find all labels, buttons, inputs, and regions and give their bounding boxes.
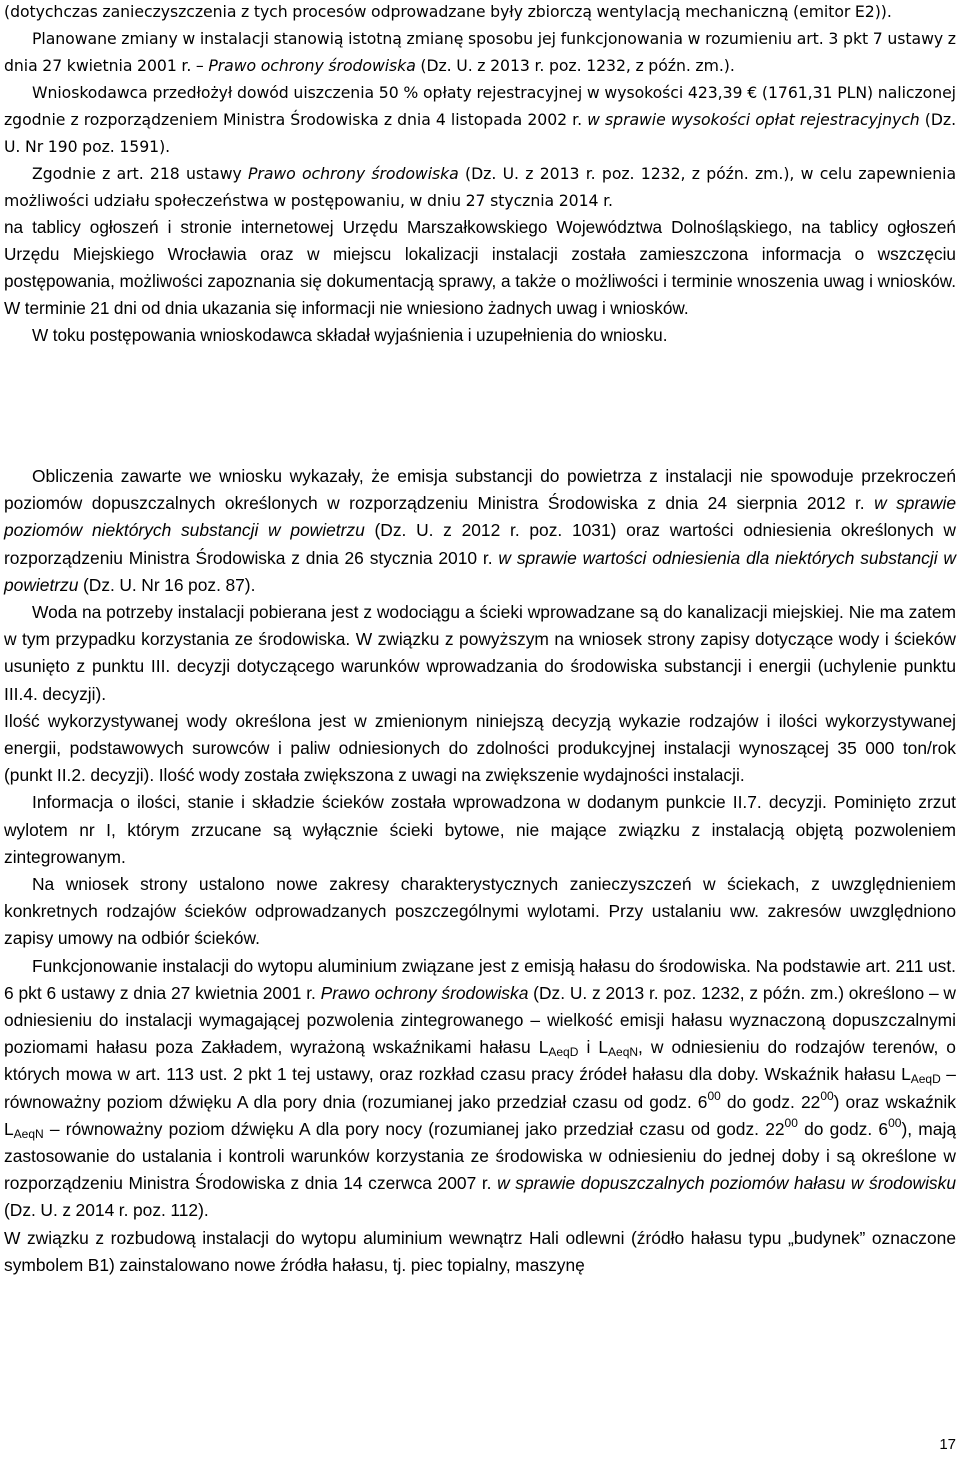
- paragraph-s1p6: W toku postępowania wnioskodawca składał wyjaśnienia i uzupełnienia do wniosku.: [32, 325, 668, 345]
- paragraph-s1p4: Zgodnie z art. 218 ustawy Prawo ochrony środowiska (Dz. U. z 2013 r. poz. 1232, z późn. zm.), w celu zapewnienia możliwości udziału społeczeństwa w postępowaniu, w dniu 27 stycznia 2014 r.: [4, 164, 957, 210]
- paragraph-s2p4: Informacja o ilości, stanie i składzie ścieków została wprowadzona w dodanym punkcie II.7. decyzji. Pominięto zrzut wylotem nr I, którym zrzucane są wyłącznie ścieki bytowe, nie mające związku z instalacją objętą pozwoleniem zintegrowanym.: [4, 792, 956, 867]
- paragraph-s2p7: W związku z rozbudową instalacji do wytopu aluminium wewnątrz Hali odlewni (źródło hałasu typu „budynek” oznaczone symbolem B1) zainstalowano nowe źródła hałasu, tj. piec topialny, maszynę: [4, 1227, 956, 1275]
- section-environmental-procedure: [4, 0, 956, 349]
- paragraph-s2p3: Ilość wykorzystywanej wody określona jest w zmienionym niniejszą decyzją wykazie rodzajów i ilości wykorzystywanej energii, podstawowych surowców i paliw odniesionych do zdolności produkcyjnej instalacji wynoszącej 35 000 ton/rok (punkt II.2. decyzji). Ilość wody została zwiększona z uwagi na zwiększenie wydajności instalacji.: [4, 710, 956, 786]
- paragraph-s1p2: Planowane zmiany w instalacji stanowią istotną zmianę sposobu jej funkcjonowania w rozumieniu art. 3 pkt 7 ustawy z dnia 27 kwietnia 2001 r. – Prawo ochrony środowiska (Dz. U. z 2013 r. poz. 1232, z późn. zm.).: [4, 29, 956, 75]
- paragraph-s1p5: na tablicy ogłoszeń i stronie internetowej Urzędu Marszałkowskiego Województwa Dolnośląskiego, na tablicy ogłoszeń Urzędu Miejskiego Wrocławia oraz w miejscu lokalizacji instalacji została zamieszczona informacja o wszczęciu postępowania, możliwości zapoznania się dokumentacją sprawy, a także o możliwości i terminie wnoszenia uwag i wniosków. W terminie 21 dni od dnia ukazania się informacji nie wniesiono żadnych uwag i wniosków.: [4, 217, 956, 318]
- paragraph-s2p5: Na wniosek strony ustalono nowe zakresy charakterystycznych zanieczyszczeń w ściekach, z uwzględnieniem konkretnych rodzajów ścieków odprowadzanych poszczególnymi wylotami. Przy ustalaniu ww. zakresów uwzględniono zapisy umowy na odbiór ścieków.: [4, 874, 956, 949]
- paragraph-s1p3: Wnioskodawca przedłożył dowód uiszczenia 50 % opłaty rejestracyjnej w wysokości 423,39 € (1761,31 PLN) naliczonej zgodnie z rozporządzeniem Ministra Środowiska z dnia 4 listopada 2002 r. w sprawie wysokości opłat rejestracyjnych (Dz. U. Nr 190 poz. 1591).: [4, 83, 957, 156]
- paragraph-s1p1: (dotychczas zanieczyszczenia z tych procesów odprowadzane były zbiorczą wentylacją mechaniczną (emitor E2)).: [4, 2, 892, 21]
- paragraph-s2p6: Funkcjonowanie instalacji do wytopu aluminium związane jest z emisją hałasu do środowiska. Na podstawie art. 211 ust. 6 pkt 6 ustawy z dnia 27 kwietnia 2001 r. Prawo ochrony środowiska (Dz. U. z 2013 r. poz. 1232, z późn. zm.) określono – w odniesieniu do instalacji wymagającej pozwolenia zintegrowanego – wielkość emisji hałasu wyznaczoną dopuszczalnymi poziomami hałasu poza Zakładem, wyrażoną wskaźnikami hałasu $L_{AeqD}$ i $L_{AeqN}$, w odniesieniu do rodzajów terenów, o których mowa w art. 113 ust. 2 pkt 1 tej ustawy, oraz rozkład czasu pracy źródeł hałasu dla doby. Wskaźnik hałasu $L_{AeqD}$ – równoważny poziom dźwięku A dla pory dnia (rozumianej jako przedział czasu od godz. $6^{00}$ do godz. $22^{00}$) oraz wskaźnik $L_{AeqN}$ – równoważny poziom dźwięku A dla pory nocy (rozumianej jako przedział czasu od godz. $22^{00}$ do godz. $6^{00}$), mają zastosowanie do ustalania i kontroli warunków korzystania ze środowiska w odniesieniu do jednej doby i są określone w rozporządzeniu Ministra Środowiska z dnia 14 czerwca 2007 r. w sprawie dopuszczalnych poziomów hałasu w środowisku (Dz. U. z 2014 r. poz. 112).: [4, 955, 956, 1221]
- section-emissions-and-noise: [4, 463, 956, 1279]
- paragraph-s2p1: Obliczenia zawarte we wniosku wykazały, że emisja substancji do powietrza z instalacji nie spowoduje przekroczeń poziomów dopuszczalnych określonych w rozporządzeniu Ministra Środowiska z dnia 24 sierpnia 2012 r. w sprawie poziomów niektórych substancji w powietrzu (Dz. U. z 2012 r. poz. 1031) oraz wartości odniesienia określonych w rozporządzeniu Ministra Środowiska z dnia 26 stycznia 2010 r. w sprawie wartości odniesienia dla niektórych substancji w powietrzu (Dz. U. Nr 16 poz. 87).: [4, 466, 957, 595]
- paragraph-s2p2: Woda na potrzeby instalacji pobierana jest z wodociągu a ścieki wprowadzane są do kanalizacji miejskiej. Nie ma zatem w tym przypadku korzystania ze środowiska. W związku z powyższym na wniosek strony zapisy dotyczące wody i ścieków usunięto z punktu III. decyzji dotyczącego warunków wprowadzania do środowiska substancji i energii (uchylenie punktu III.4. decyzji).: [4, 602, 956, 704]
- page-number: 17: [939, 1436, 956, 1453]
